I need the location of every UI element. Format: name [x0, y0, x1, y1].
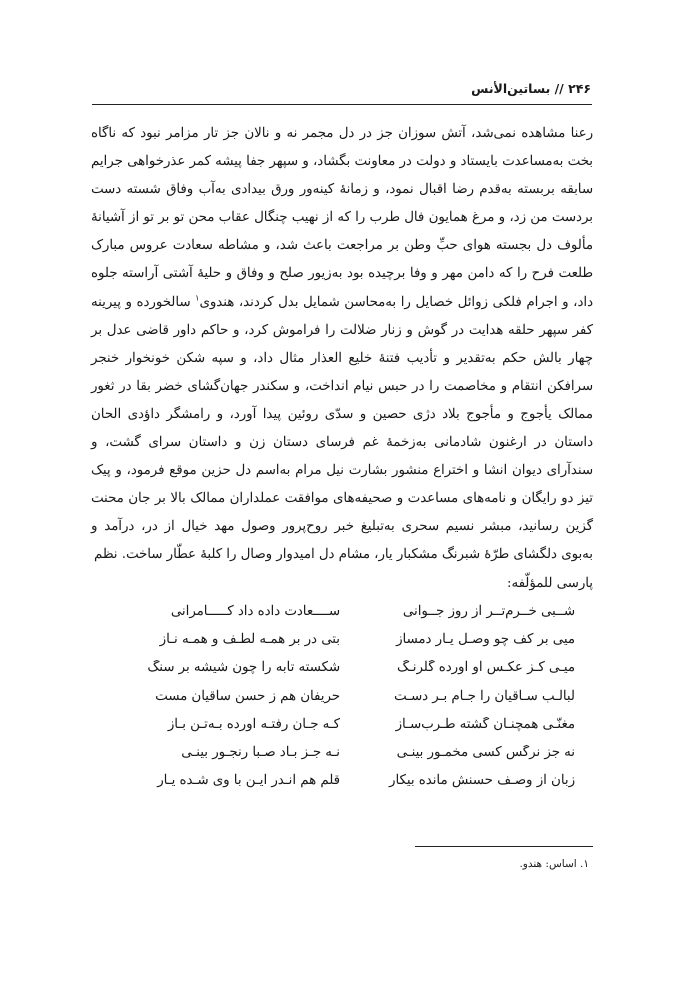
prose-text-part-1: رعنا مشاهده نمی‌شد، آتش سوزان جز در دل مجمر نه و نالان جز تار مزامر نبود که ناگاه بخت به‌مساعدت بایستاد و دولت در معاونت بگشاد، و سپهر جفا پیشه کمر عذرخواهی جرایم سابقه بربسته به‌قدم رضا اقبال نمود، و زمانهٔ کینه‌ور ورق بیدادی به‌آب وفاق شسته دست بردست من زد، و مرغ همایون فال طرب را که از نهیب چنگال عقاب محن تو بر تو از آشیانهٔ مألوف دل بجسته هوای حبِّ وطن بر مراجعت باعث شد، و مشاطه سعادت عروس مبارک طلعت فرح را که دامن مهر و وفا برچیده بود به‌زیور صلح و وفاق و حلیهٔ آشتی آراسته جلوه داد، و اجرام فلکی زوائل خصایل را به‌محاسن شمایل بدل کردند، هندوی [91, 126, 594, 310]
hemistich-first: میـی کـز عکـس او آورده گلرنـگ [396, 660, 575, 676]
hemistich-second: بتی در بر همـه لطـف و همـه نـاز [159, 631, 340, 647]
body-text [91, 120, 593, 598]
hemistich-first: نه جز نرگس کسی مخمـور بینـی [396, 745, 575, 761]
header-rule [92, 104, 592, 105]
hemistich-second: کـه جـان رفتـه آورده بـه‌تـن بـاز [167, 716, 340, 732]
footnote-marker[interactable]: ۱ [195, 293, 200, 303]
hemistich-first: شــبی خــرم‌تــر از روز جــوانی [402, 603, 575, 619]
couplet [95, 654, 575, 682]
footnote-rule [415, 846, 593, 847]
hemistich-first: میی بر کف چو وصـل یـار دمساز [396, 631, 575, 647]
hemistich-first: لبالـب سـاقیان را جـام بـر دسـت [394, 688, 575, 704]
hemistich-second: شکسته تابه را چون شیشه بر سنگ [147, 660, 340, 676]
hemistich-second: ســــعادت داده داد کـــــامرانی [170, 603, 340, 619]
couplet [95, 682, 575, 710]
hemistich-second: قلم هم انـدر ایـن با وی شـده یـار [157, 773, 340, 789]
hemistich-first: مغنّـی همچنـان گشته طـرب‌سـاز [395, 716, 575, 732]
prose-paragraph [91, 120, 593, 570]
couplet [95, 597, 575, 625]
poem-heading: پارسی للمؤلّفه: [506, 575, 593, 591]
hemistich-first: زبان از وصـف حسنش مانده بیکار [389, 773, 575, 789]
couplet [95, 710, 575, 738]
couplet [95, 767, 575, 795]
couplet [95, 625, 575, 653]
hemistich-second: حریفان هم ز حسن ساقیان مست [155, 688, 340, 704]
poem [95, 597, 575, 795]
prose-text-part-2: سالخورده و پیرینه کفر سپهر حلقه هدایت در گوش و زنار ضلالت را فراموش کرد، و حاکم داور قاضی عدل بر چهار بالش حکم به‌تقدیر و تأدیب فتنهٔ خلیع العذار مثال داد، و سپه شکن خونخوار خنجر سرافکن انتقام و مخاصمت را در حبس نیام انداخت، و سکندر جهان‌گشای خضر بقا در ثغور ممالک یأجوج و مأجوج بلاد دژی حصین و سدّی روئین پیدا آورد، و رامشگر داؤدی الحان داستان در ارغنون شادمانی به‌زخمهٔ غم فرسای دستان زن و داستان سرای گشت، و سندآرای دیوان انشا و اختراع منشور بشارت نیل مرام به‌اسم دل حزین موقع فرمود، و پیک تیز دو رایگان و نامه‌های مساعدت و صحیفه‌های موافقت عملداران ممالک بالا بر جان محنت گزین رسانید، مبشر نسیم سحری به‌تبلیغ خبر روح‌پرور وصول مهد خیال از در، درآمد و به‌بوی دلگشای طرّهٔ شبرنگ مشکبار یار، مشام دل امیدوار وصال را کلبهٔ عطّار ساخت. نظم [91, 294, 593, 563]
hemistich-second: نـه جـز بـاد صـبا رنجـور بینـی [181, 745, 340, 761]
running-head: ۲۴۶ // بساتین‌الأنس [471, 81, 591, 96]
couplet [95, 738, 575, 766]
footnote: ۱. اساس: هندو. [519, 858, 589, 870]
